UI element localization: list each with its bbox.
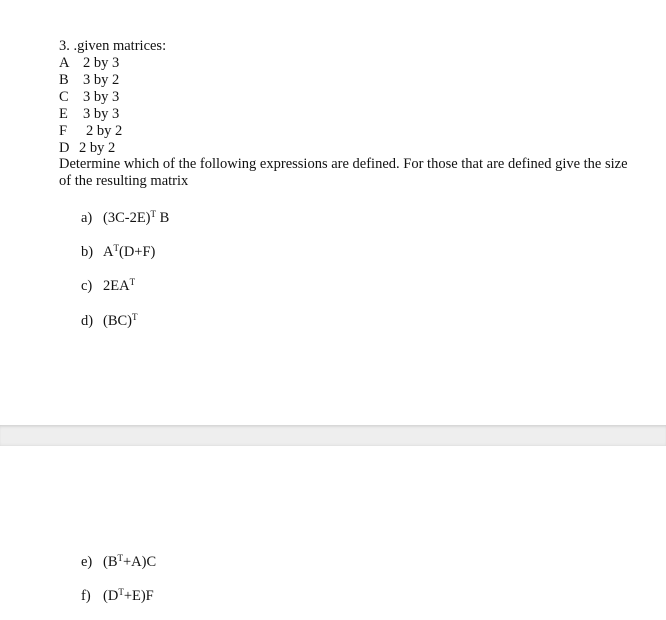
part-d xyxy=(81,313,138,330)
expression: (B xyxy=(103,554,118,570)
expression: A xyxy=(103,244,114,260)
matrix-size: 3 by 2 xyxy=(83,72,120,88)
expression: (D xyxy=(103,588,119,604)
matrix-size: 2 by 3 xyxy=(83,55,120,71)
expression-tail: +E)F xyxy=(123,588,154,604)
part-e xyxy=(81,554,156,571)
instructions-text: Determine which of the following expressions are defined. For those that are defined give the size of the resulting matrix xyxy=(59,156,628,189)
transpose-superscript: T xyxy=(117,553,123,563)
matrix-name: B xyxy=(59,72,69,88)
part-label: f) xyxy=(81,588,91,604)
expression-tail: +A)C xyxy=(123,554,157,570)
matrix-size: 3 by 3 xyxy=(83,106,120,122)
matrix-line-c xyxy=(59,89,119,106)
matrix-size: 2 by 2 xyxy=(79,140,116,156)
expression: 2EA xyxy=(103,278,130,294)
transpose-superscript: T xyxy=(132,312,138,322)
expression: (BC) xyxy=(103,313,132,329)
part-f xyxy=(81,588,154,605)
expression-tail: B xyxy=(156,210,170,226)
matrix-line-e xyxy=(59,106,119,123)
matrix-name: D xyxy=(59,140,70,156)
matrix-line-a xyxy=(59,55,119,72)
part-label: e) xyxy=(81,554,93,570)
matrix-name: A xyxy=(59,55,70,71)
matrix-size: 2 by 2 xyxy=(86,123,123,139)
matrix-size: 3 by 3 xyxy=(83,89,120,105)
part-a xyxy=(81,210,169,227)
matrix-line-b xyxy=(59,72,119,89)
transpose-superscript: T xyxy=(113,243,119,253)
part-label: b) xyxy=(81,244,94,260)
transpose-superscript: T xyxy=(150,209,157,219)
part-label: c) xyxy=(81,278,93,294)
part-b xyxy=(81,244,155,261)
matrix-line-d xyxy=(59,140,115,157)
transpose-superscript: T xyxy=(129,277,136,287)
part-c xyxy=(81,278,135,295)
page-separator xyxy=(0,425,666,446)
document-page-2 xyxy=(0,446,666,620)
matrix-name: F xyxy=(59,123,68,139)
matrix-name: C xyxy=(59,89,69,105)
part-label: d) xyxy=(81,313,94,329)
expression-tail: (D+F) xyxy=(118,244,156,260)
expression: (3C-2E) xyxy=(103,210,151,226)
part-label: a) xyxy=(81,210,93,226)
question-heading: 3. .given matrices: xyxy=(59,38,167,54)
transpose-superscript: T xyxy=(118,587,124,597)
matrix-name: E xyxy=(59,106,68,122)
matrix-line-f xyxy=(59,123,122,140)
